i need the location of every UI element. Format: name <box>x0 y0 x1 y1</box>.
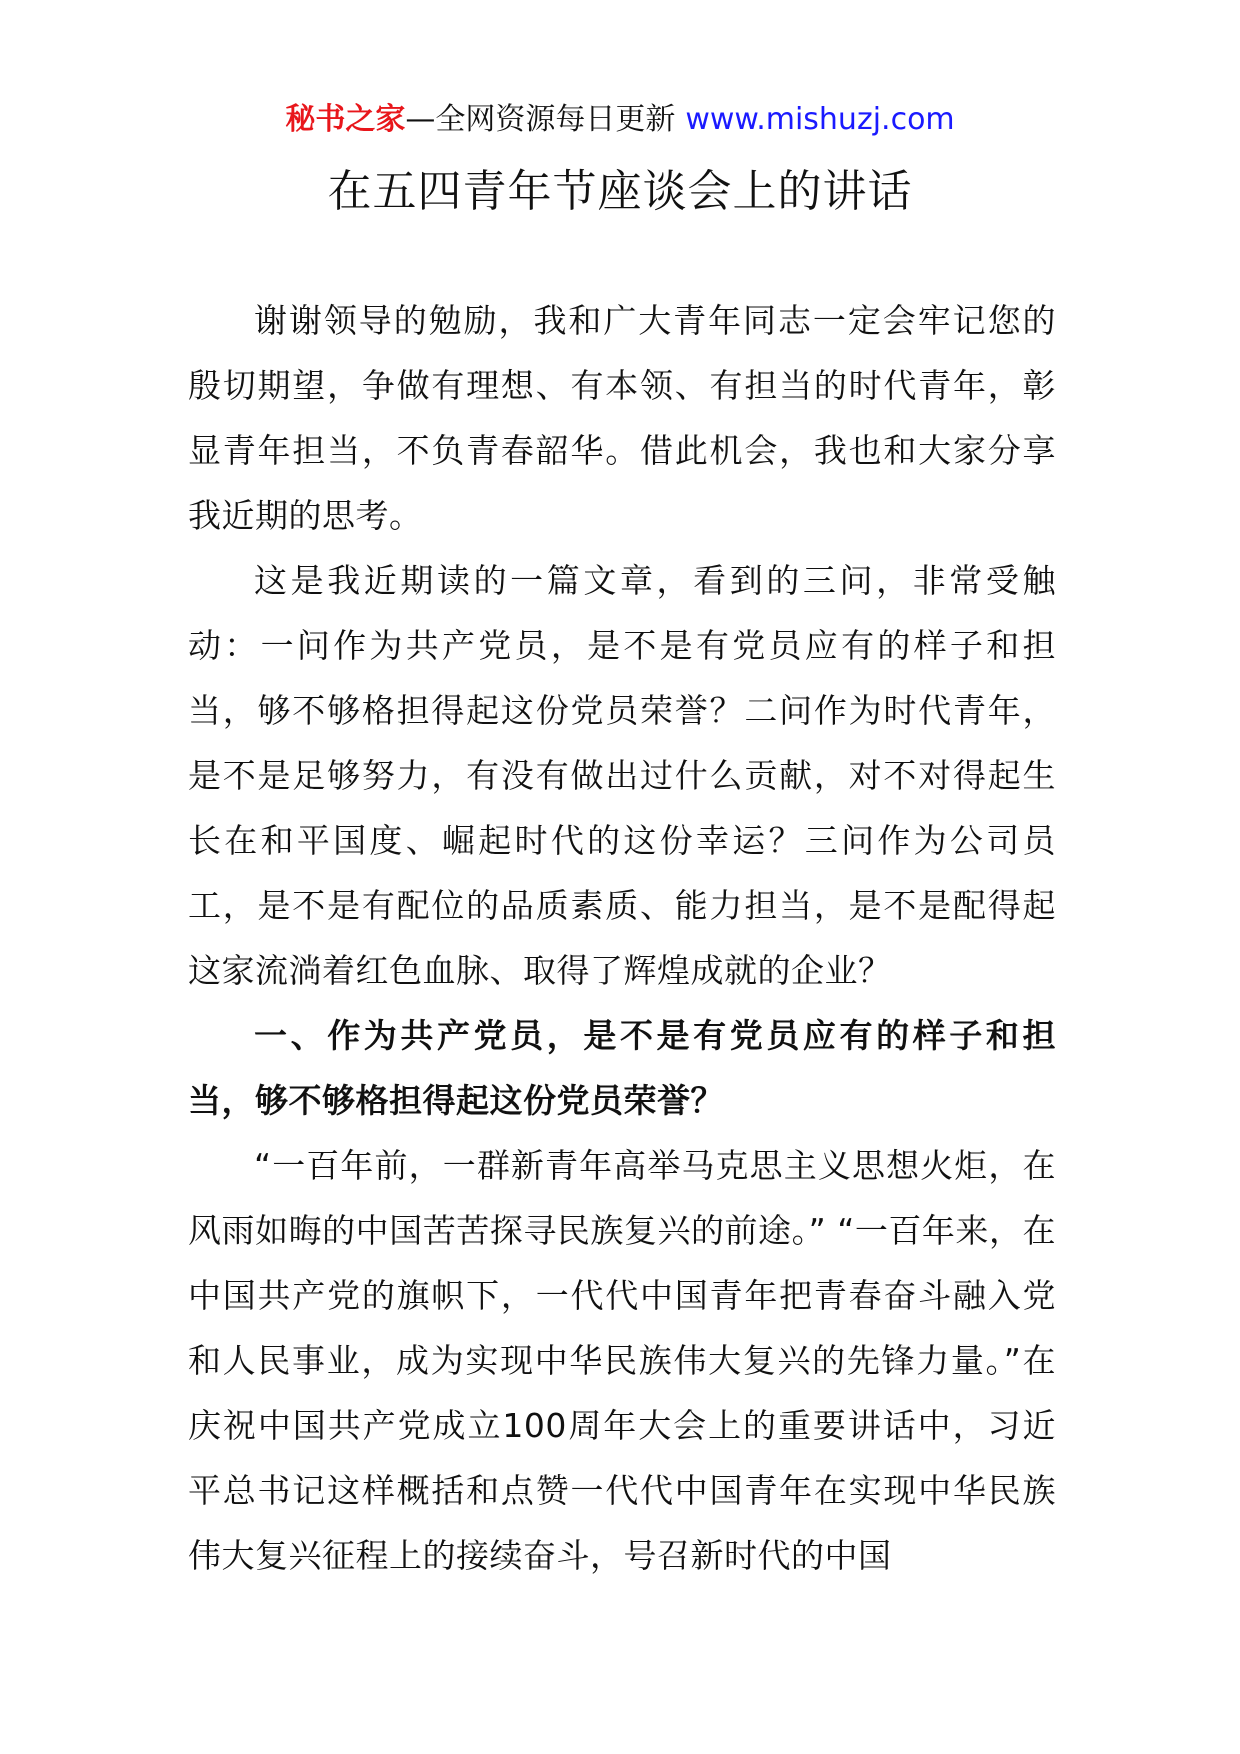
site-header <box>0 96 1240 144</box>
paragraph-quote: “一百年前，一群新青年高举马克思主义思想火炬，在风雨如晦的中国苦苦探寻民族复兴的前途。” “一百年来，在中国共产党的旗帜下，一代代中国青年把青春奋斗融入党和人民事业，成为实现中华民族伟大复兴的先锋力量。”在庆祝中国共产党成立100周年大会上的重要讲话中，习近平总书记这样概括和点赞一代代中国青年在实现中华民族伟大复兴征程上的接续奋斗，号召新时代的中国 <box>188 1146 1056 1575</box>
site-url-link[interactable]: www.mishuzj.com <box>685 102 955 137</box>
site-slogan: —全网资源每日更新 <box>405 102 676 137</box>
document-body <box>188 288 1056 1588</box>
brand-name: 秘书之家 <box>285 102 406 137</box>
document-title: 在五四青年节座谈会上的讲话 <box>327 166 913 217</box>
section-heading-1: 一、作为共产党员，是不是有党员应有的样子和担当，够不够格担得起这份党员荣誉？ <box>188 1016 1056 1120</box>
paragraph-three-questions: 这是我近期读的一篇文章，看到的三问，非常受触动：一问作为共产党员，是不是有党员应有的样子和担当，够不够格担得起这份党员荣誉？二问作为时代青年，是不是足够努力，有没有做出过什么贡献，对不对得起生长在和平国度、崛起时代的这份幸运？三问作为公司员工，是不是有配位的品质素质、能力担当，是不是配得起这家流淌着红色血脉、取得了辉煌成就的企业？ <box>188 561 1056 990</box>
paragraph-intro: 谢谢领导的勉励，我和广大青年同志一定会牢记您的殷切期望，争做有理想、有本领、有担当的时代青年，彰显青年担当，不负青春韶华。借此机会，我也和大家分享我近期的思考。 <box>188 301 1056 535</box>
